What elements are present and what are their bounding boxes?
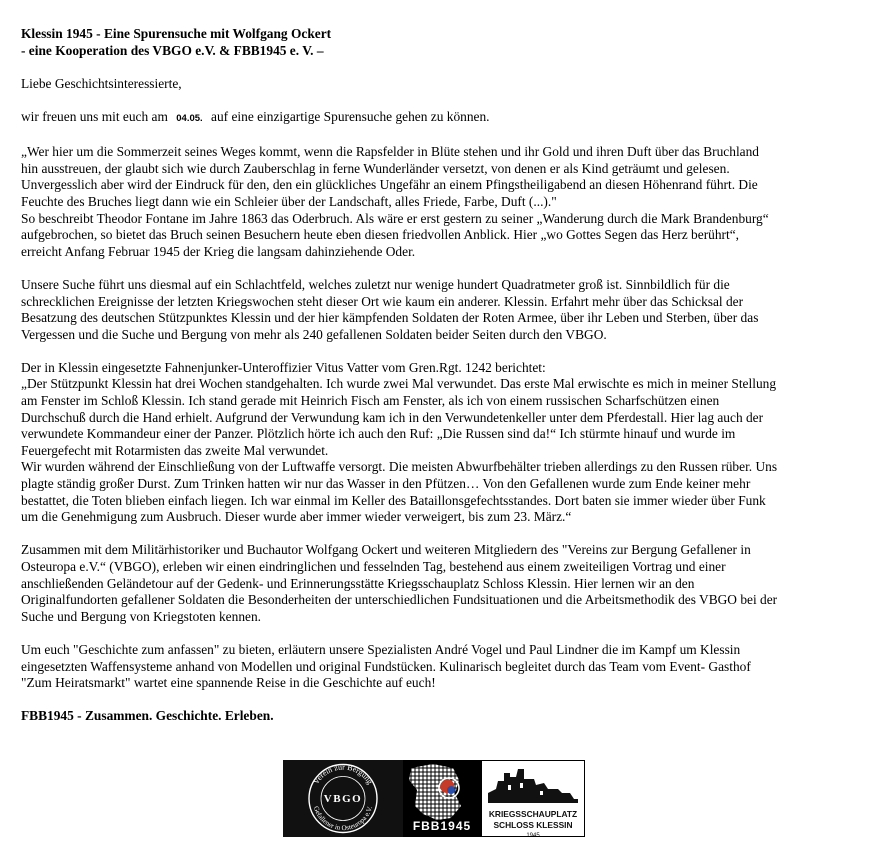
paragraph-line: "Zum Heiratsmarkt" wartet eine spannende Reise in die Geschichte auf euch!: [21, 675, 436, 691]
paragraph-line: Zusammen mit dem Militärhistoriker und Buchautor Wolfgang Ockert und weiteren Mitgliedern des "Vereins zur Bergung Gefallener in: [21, 542, 751, 558]
castle-ruin-icon: [482, 763, 584, 805]
paragraph-report: [21, 360, 871, 526]
paragraph-program: [21, 542, 871, 625]
klessin-logo: [481, 760, 585, 837]
intro-line: [21, 109, 871, 128]
paragraph-line: Feuchte des Bruches liegt dann wie ein Schleier über der Landschaft, alles Friede, Farbe, Duft (...).": [21, 193, 557, 209]
paragraph-line: plagte ständig großer Durst. Zum Trinken hatten wir nur das Wasser in den Pfützen… Von den Gefallenen wurde zum Ende keiner mehr: [21, 476, 751, 492]
paragraph-battlefield: [21, 277, 871, 343]
paragraph-line: „Der Stützpunkt Klessin hat drei Wochen standgehalten. Ich wurde zwei Mal verwundet. Das erste Mal erwischte es mich in meiner Stellung: [21, 376, 777, 392]
paragraph-line: eingesetzten Waffensysteme anhand von Modellen und original Fundstücken. Kulinarisch begleitet durch das Team vom Event- Gasthof: [21, 658, 751, 674]
paragraph-line: schrecklichen Ereignisse der letzten Kriegswochen steht dieser Ort wie kaum ein anderer. Klessin. Erfahrt mehr über das Schicksal der: [21, 293, 744, 309]
vbgo-emblem-icon: [283, 760, 403, 837]
klessin-year: 1945: [526, 833, 540, 837]
paragraph-line: am Fenster im Schloß Klessin. Ich stand gerade mit Heinrich Fisch am Fenster, als ich von einem russischen Scharfschützen einen: [21, 393, 720, 409]
tagline: FBB1945 - Zusammen. Geschichte. Erleben.: [21, 708, 274, 724]
paragraph-line: verwundete Kommandeur einer der Panzer. Plötzlich hörte ich auch den Ruf: „Die Russen sind da!“ Ich stürmte hinauf und wurde im: [21, 426, 736, 442]
paragraph-experience: [21, 642, 871, 692]
greeting: Liebe Geschichtsinteressierte,: [21, 75, 182, 91]
paragraph-line: erreicht Anfang Februar 1945 der Krieg die langsam dahinziehende Oder.: [21, 243, 416, 259]
paragraph-line: anschließenden Geländetour auf der Gedenk- und Erinnerungsstätte Kriegsschauplatz Schloss Klessin. Hier lernen wir an den: [21, 575, 695, 591]
paragraph-line: Suche und Bergung von Kriegstoten kennen.: [21, 608, 261, 624]
fbb1945-logo: [403, 760, 481, 837]
fbb1945-label: FBB1945: [412, 819, 472, 833]
document-body: [21, 26, 871, 725]
logo-strip: [283, 760, 585, 837]
paragraph-line: um die Genehmigung zum Ausbruch. Dieser wurde aber immer wieder verweigert, bis zum 23. März.“: [21, 509, 572, 525]
paragraph-line: Unvergesslich aber wird der Eindruck für den, den ein glückliches Ungefähr an einem Pfingstheiligabend an diesen Höhenrand führt. Die: [21, 177, 758, 193]
paragraph-line: Der in Klessin eingesetzte Fahnenjunker-Unteroffizier Vitus Vatter vom Gren.Rgt. 1242 berichtet:: [21, 359, 546, 375]
paragraph-line: Durchschuß durch die Hand erhielt. Aufgrund der Verwundung kam ich in den Verwundetenkeller unter dem Pferdestall. Hier lag auch der: [21, 409, 764, 425]
paragraph-line: Osteuropa e.V.“ (VBGO), erleben wir einen eindringlichen und fesselnden Tag, bestehend aus einem zweiteiligen Vortrag und einer: [21, 559, 726, 574]
paragraph-line: hin ausstreuen, der glaubt sich wie durch Zauberschlag in ferne Wunderländer versetzt, von denen er als Kind geträumt und gelesen.: [21, 160, 730, 176]
title-line-2: - eine Kooperation des VBGO e.V. & FBB1945 e. V. –: [21, 42, 324, 58]
vbgo-center-text: VBGO: [323, 793, 363, 805]
paragraph-line: Um euch "Geschichte zum anfassen" zu bieten, erläutern unsere Spezialisten André Vogel und Paul Lindner die im Kampf um Klessin: [21, 641, 741, 657]
intro-before: wir freuen uns mit euch am: [21, 108, 168, 124]
vbgo-logo: [283, 760, 403, 837]
paragraph-line: aufgebrochen, so bietet das Bruch seinen Besuchern heute eben diesen friedvollen Anblick. Hier „wo Gottes Segen das Herz berührt“,: [21, 227, 740, 243]
paragraph-line: „Wer hier um die Sommerzeit seines Weges kommt, wenn die Rapsfelder in Blüte stehen und ihr Gold und ihren Duft über das Bruchland: [21, 144, 759, 160]
paragraph-fontane: [21, 144, 871, 260]
title-line-1: Klessin 1945 - Eine Spurensuche mit Wolfgang Ockert: [21, 26, 332, 41]
vbgo-bottom-text: Gefallener in Osteuropa e.V.: [311, 805, 375, 833]
klessin-line-2: SCHLOSS KLESSIN: [493, 820, 573, 830]
event-date: 04.05.: [176, 112, 203, 124]
paragraph-line: Wir wurden während der Einschließung von der Luftwaffe versorgt. Die meisten Abwurfbehälter trieben allerdings zu den Russen rüber. Uns: [21, 459, 778, 475]
paragraph-line: Feuergefecht mit Rotarmisten das zweite Mal verwundet.: [21, 442, 329, 458]
paragraph-line: Besatzung des deutschen Stützpunktes Klessin und der hier kämpfenden Soldaten der Roten Armee, über ihr Leben und Sterben, über das: [21, 310, 759, 326]
paragraph-line: Vergessen und die Suche und Bergung von mehr als 240 gefallenen Soldaten beider Seiten durch den VBGO.: [21, 326, 607, 342]
klessin-line-1: KRIEGSSCHAUPLATZ: [488, 809, 578, 819]
vbgo-top-text: Verein zur Bergung: [311, 762, 375, 786]
intro-after: auf eine einzigartige Spurensuche gehen zu können.: [211, 108, 490, 124]
paragraph-line: bestattet, die Toten blieben einfach liegen. Ich war einmal im Keller des Bataillonsgefechtsstandes. Dort baten sie immer wieder über Funk: [21, 492, 766, 508]
paragraph-line: So beschreibt Theodor Fontane im Jahre 1863 das Oderbruch. Als wäre er erst gestern zu seiner „Wanderung durch die Mark Brandenburg“: [21, 210, 769, 226]
paragraph-line: Unsere Suche führt uns diesmal auf ein Schlachtfeld, welches zuletzt nur wenige hundert Quadratmeter groß ist. Sinnbildlich für die: [21, 276, 730, 292]
paragraph-line: Originalfundorten gefallener Soldaten die Besonderheiten der unterschiedlichen Fundsituationen und die Arbeitsmethodik des VBGO bei der: [21, 592, 778, 608]
